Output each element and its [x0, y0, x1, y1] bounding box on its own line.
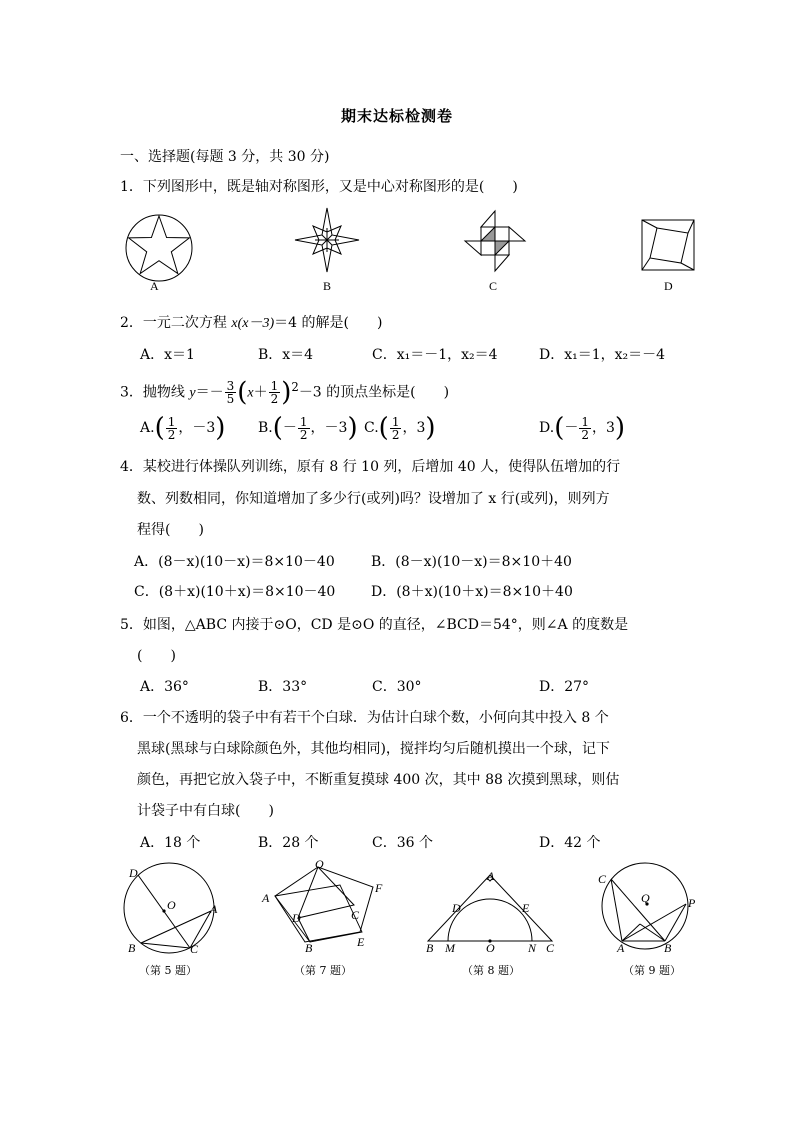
figure-a-label: A [150, 279, 159, 293]
question-1-stem: 1．下列图形中，既是轴对称图形，又是中心对称图形的是( ) [120, 179, 518, 195]
question-5-line-1: 5．如图，△ABC 内接于⊙O，CD 是⊙O 的直径，∠BCD＝54°，则∠A 的度数是 [120, 617, 629, 633]
fig8-point-d: D [452, 901, 461, 915]
fig5-point-b: B [128, 941, 136, 955]
section-heading: 一、选择题(每题 3 分，共 30 分) [120, 149, 330, 165]
page-title: 期末达标检测卷 [340, 107, 453, 125]
question-6-option-c: C．36 个 [372, 835, 433, 851]
figure-9-caption: （第 9 题） [623, 964, 681, 977]
question-3-stem: 3．抛物线 y＝－ $\frac{3}{5}$ (x＋ $\frac{1}{2}$ )$^2$－3 的顶点坐标是( ) [120, 377, 450, 408]
figure-d-square-in-square [641, 219, 695, 271]
question-5-option-a: A．36° [140, 679, 189, 695]
question-4-line-3: 程得( ) [137, 522, 204, 538]
question-3-option-b: B.(－ $\frac{1}{2}$ ，－3) [258, 413, 358, 443]
fig8-point-c: C [546, 941, 555, 955]
question-2-option-a: A．x＝1 [140, 347, 195, 363]
question-4-line-2: 数、列数相同，你知道增加了多少行(或列)吗？设增加了 x 行(或列)，则列方 [137, 491, 610, 507]
figure-question-9 [598, 862, 696, 952]
question-6-line-1: 6．一个不透明的袋子中有若干个白球．为估计白球个数，小何向其中投入 8 个 [120, 710, 609, 726]
figure-c-pinwheel [462, 208, 528, 274]
question-5-option-d: D．27° [539, 679, 590, 695]
question-5-option-c: C．30° [372, 679, 422, 695]
fig5-point-c: C [190, 942, 199, 956]
fig9-point-a: A [617, 941, 625, 955]
question-6-line-2: 黑球(黑球与白球除颜色外，其他均相同)，搅拌均匀后随机摸出一个球，记下 [137, 741, 610, 757]
question-6-line-4: 计袋子中有白球( ) [137, 803, 274, 819]
fig7-point-a: A [262, 891, 270, 905]
figure-c-label: C [489, 279, 498, 293]
figure-b-label: B [323, 279, 332, 293]
question-6-line-3: 颜色，再把它放入袋子中，不断重复摸球 400 次，其中 88 次摸到黑球，则估 [137, 772, 620, 788]
fig5-point-o: O [167, 898, 176, 912]
question-4-option-b: B．(8－x)(10－x)＝8×10＋40 [371, 554, 572, 570]
fig8-point-n: N [528, 941, 537, 955]
fig9-point-p: P [688, 896, 696, 910]
fig8-point-b: B [426, 941, 434, 955]
question-2-option-c: C．x₁＝－1，x₂＝4 [372, 347, 498, 363]
question-4-option-a: A．(8－x)(10－x)＝8×10－40 [134, 554, 335, 570]
question-4-option-c: C．(8＋x)(10＋x)＝8×10－40 [134, 584, 336, 600]
figure-8-caption: （第 8 题） [462, 964, 520, 977]
question-4-option-d: D．(8＋x)(10＋x)＝8×10＋40 [371, 584, 573, 600]
question-2-stem: 2．一元二次方程 x(x－3)＝4 的解是( ) [120, 315, 383, 331]
fig9-point-b: B [664, 941, 672, 955]
question-5-line-2: ( ) [137, 648, 176, 664]
fig9-point-q: Q [641, 891, 650, 905]
figure-d-label: D [664, 279, 673, 293]
fig8-point-e: E [522, 901, 530, 915]
figure-5-caption: （第 5 题） [139, 964, 197, 977]
fig8-point-a: A [487, 869, 495, 883]
question-2-option-b: B．x＝4 [258, 347, 314, 363]
fig5-point-a: A [210, 902, 218, 916]
question-3-option-c: C.( $\frac{1}{2}$ ，3) [364, 413, 436, 443]
fig5-point-d: D [129, 866, 138, 880]
question-4-line-1: 4．某校进行体操队列训练，原有 8 行 10 列，后增加 40 人，使得队伍增加的行 [120, 459, 621, 475]
question-6-option-d: D．42 个 [539, 835, 601, 851]
question-6-option-a: A．18 个 [140, 835, 201, 851]
figure-b-four-point-star [295, 208, 359, 272]
fig7-point-d: D [292, 911, 301, 925]
question-6-option-b: B．28 个 [258, 835, 319, 851]
fig9-point-c: C [598, 872, 607, 886]
question-3-option-d: D.(－ $\frac{1}{2}$ ，3) [539, 413, 626, 443]
fig7-point-b: B [305, 941, 313, 955]
fig7-point-f: F [375, 881, 383, 895]
fig8-point-m: M [445, 941, 455, 955]
fig7-point-c: C [351, 908, 360, 922]
figure-a-star-in-circle [124, 213, 194, 283]
figure-7-caption: （第 7 题） [294, 964, 352, 977]
question-3-option-a: A.( $\frac{1}{2}$ ，－3) [140, 413, 226, 443]
question-5-option-b: B．33° [258, 679, 308, 695]
fig8-point-o: O [486, 941, 495, 955]
question-2-option-d: D．x₁＝1，x₂＝－4 [539, 347, 666, 363]
fig7-point-o: O [315, 857, 324, 871]
fig7-point-e: E [357, 935, 365, 949]
